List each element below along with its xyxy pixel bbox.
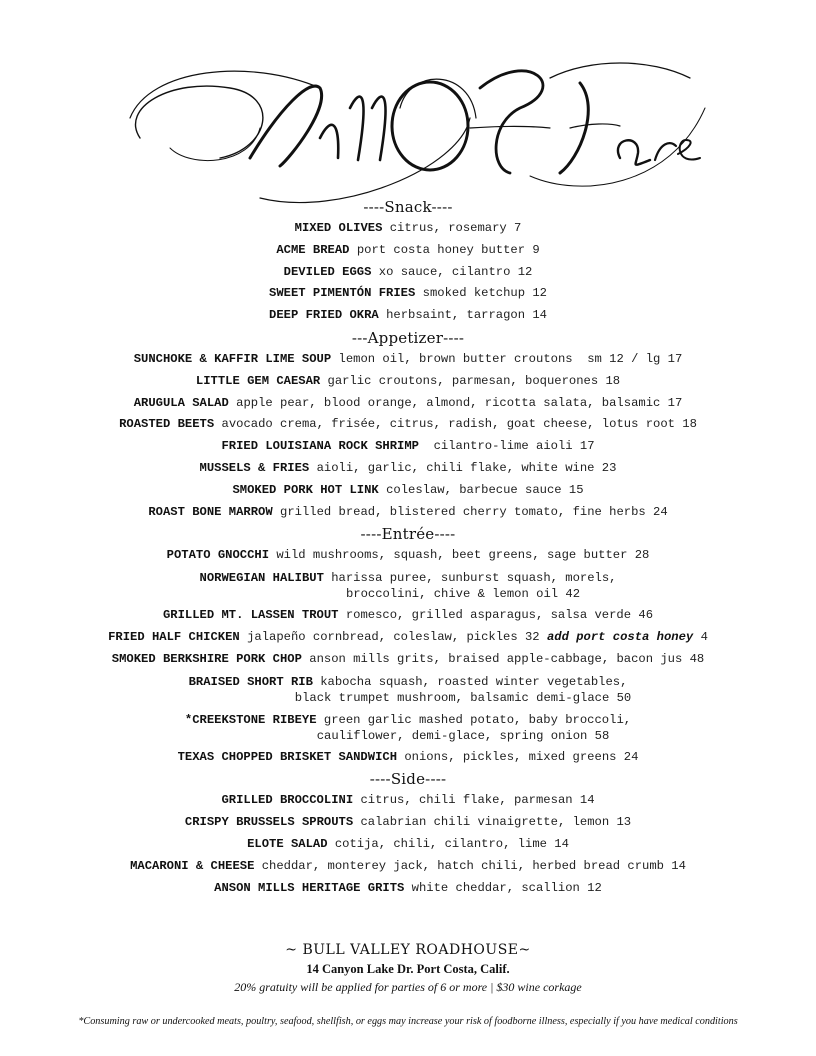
- item-description-continued: black trumpet mushroom, balsamic demi-glace 50: [294, 690, 632, 705]
- menu-item: [0, 414, 816, 436]
- item-description: cilantro-lime aioli 17: [426, 439, 595, 454]
- menu-item: [0, 627, 816, 649]
- menu-item: [0, 790, 816, 812]
- item-name: DEEP FRIED OKRA: [269, 308, 379, 323]
- item-description: avocado crema, frisée, citrus, radish, goat cheese, lotus root 18: [221, 417, 697, 432]
- item-description: romesco, grilled asparagus, salsa verde 46: [345, 608, 654, 623]
- item-name: ELOTE SALAD: [247, 836, 328, 851]
- menu-item: [0, 371, 816, 393]
- item-name: DEVILED EGGS: [283, 264, 372, 279]
- restaurant-name: ~ BULL VALLEY ROADHOUSE~: [285, 942, 531, 958]
- item-name: CRISPY BRUSSELS SPROUTS: [184, 815, 354, 830]
- item-description: citrus, rosemary 7: [389, 221, 522, 235]
- item-name: MUSSELS & FRIES: [199, 460, 310, 475]
- item-description: herbsaint, tarragon 14: [386, 308, 547, 323]
- menu-item: [0, 709, 816, 747]
- menu-item: [0, 671, 816, 709]
- menu-item: [0, 649, 816, 671]
- item-name: BRAISED SHORT RIB: [188, 674, 313, 689]
- restaurant-address: 14 Canyon Lake Dr. Port Costa, Calif.: [306, 962, 510, 976]
- item-description: coleslaw, barbecue sauce 15: [386, 482, 584, 497]
- menu-item: [0, 262, 816, 284]
- item-description-continued: cauliflower, demi-glace, spring onion 58: [316, 728, 610, 743]
- item-description: grilled bread, blistered cherry tomato, fine herbs 24: [280, 504, 668, 519]
- item-name: SWEET PIMENTÓN FRIES: [269, 286, 416, 301]
- item-description: jalapeño cornbread, coleslaw, pickles 32: [247, 629, 540, 644]
- section-heading: ----Side----: [369, 770, 447, 789]
- item-description: citrus, chili flake, parmesan 14: [360, 793, 595, 808]
- menu-item: [0, 305, 816, 327]
- item-addon-price: 4: [700, 629, 708, 644]
- menu-item: [0, 240, 816, 262]
- menu-item: [0, 812, 816, 834]
- item-name: TEXAS CHOPPED BRISKET SANDWICH: [177, 749, 398, 764]
- menu-item: [0, 834, 816, 856]
- menu-item: [0, 480, 816, 502]
- item-name: ROASTED BEETS: [119, 417, 215, 432]
- menu-item: [0, 878, 816, 900]
- item-description-continued: broccolini, chive & lemon oil 42: [345, 587, 581, 602]
- bill-of-fare-logo: [110, 48, 710, 208]
- section-heading: ---Appetizer----: [351, 328, 465, 347]
- item-name: SMOKED BERKSHIRE PORK CHOP: [111, 651, 302, 666]
- item-name: FRIED LOUISIANA ROCK SHRIMP: [221, 439, 419, 454]
- menu-item: [0, 545, 816, 567]
- item-name: ARUGULA SALAD: [133, 395, 229, 410]
- item-name: GRILLED MT. LASSEN TROUT: [162, 608, 339, 623]
- menu-item: [0, 747, 816, 769]
- consumption-warning: *Consuming raw or undercooked meats, poultry, seafood, shellfish, or eggs may increase your risk of foodborne illness, especially if you have medical conditions: [78, 1016, 738, 1027]
- menu-item: [0, 218, 816, 240]
- item-description: aioli, garlic, chili flake, white wine 23: [316, 460, 617, 475]
- item-description: onions, pickles, mixed greens 24: [404, 749, 639, 764]
- item-description: kabocha squash, roasted winter vegetables,: [320, 674, 628, 689]
- item-description: anson mills grits, braised apple-cabbage, bacon jus 48: [309, 651, 705, 666]
- item-name: ROAST BONE MARROW: [148, 504, 273, 519]
- menu-body: [0, 196, 816, 899]
- section-heading: ----Snack----: [363, 198, 453, 216]
- item-description: green garlic mashed potato, baby broccoli,: [323, 712, 632, 727]
- item-description: xo sauce, cilantro 12: [378, 264, 533, 279]
- item-name: MIXED OLIVES: [294, 221, 383, 235]
- item-description: garlic croutons, parmesan, boquerones 18: [327, 373, 621, 388]
- item-name: *CREEKSTONE RIBEYE: [184, 712, 317, 727]
- item-description: apple pear, blood orange, almond, ricotta salata, balsamic 17: [236, 395, 683, 410]
- menu-item: [0, 436, 816, 458]
- item-description: port costa honey butter 9: [356, 242, 540, 257]
- gratuity-note: 20% gratuity will be applied for parties of 6 or more | $30 wine corkage: [234, 980, 582, 994]
- item-description: calabrian chili vinaigrette, lemon 13: [360, 815, 632, 830]
- menu-item: [0, 458, 816, 480]
- item-addon: add port costa honey: [546, 629, 694, 644]
- item-name: SMOKED PORK HOT LINK: [232, 482, 379, 497]
- menu-item: [0, 567, 816, 605]
- item-description: white cheddar, scallion 12: [411, 880, 602, 895]
- item-name: GRILLED BROCCOLINI: [221, 793, 354, 808]
- footer: [0, 940, 816, 996]
- menu-item: [0, 605, 816, 627]
- item-name: MACARONI & CHEESE: [130, 858, 255, 873]
- item-description: wild mushrooms, squash, beet greens, sage butter 28: [276, 548, 650, 563]
- item-name: ANSON MILLS HERITAGE GRITS: [214, 880, 405, 895]
- item-name: NORWEGIAN HALIBUT: [199, 571, 324, 586]
- menu-item: [0, 349, 816, 371]
- item-name: ACME BREAD: [276, 242, 350, 257]
- item-name: LITTLE GEM CAESAR: [195, 373, 321, 388]
- menu-item: [0, 856, 816, 878]
- menu-item: [0, 502, 816, 524]
- section-heading: ----Entrée----: [360, 525, 456, 544]
- item-description: cotija, chili, cilantro, lime 14: [334, 836, 569, 851]
- menu-item: [0, 393, 816, 415]
- menu-item: [0, 283, 816, 305]
- item-name: SUNCHOKE & KAFFIR LIME SOUP: [133, 351, 332, 366]
- item-description: harissa puree, sunburst squash, morels,: [331, 571, 617, 586]
- item-description: cheddar, monterey jack, hatch chili, herbed bread crumb 14: [261, 858, 686, 873]
- item-name: FRIED HALF CHICKEN: [108, 629, 240, 644]
- item-description: lemon oil, brown butter croutons sm 12 / lg 17: [338, 351, 683, 366]
- item-description: smoked ketchup 12: [422, 286, 547, 301]
- item-name: POTATO GNOCCHI: [166, 548, 270, 563]
